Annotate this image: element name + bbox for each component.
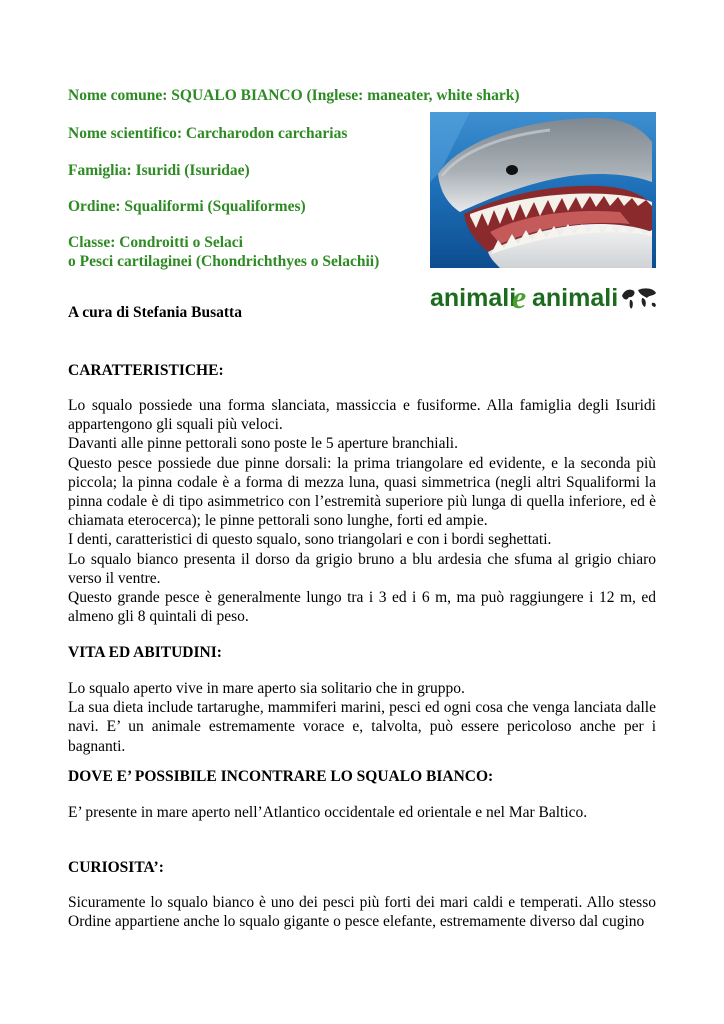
paragraph: Questo pesce possiede due pinne dorsali: la prima triangolare ed evidente, e la seconda più piccola; la pinna codale è a forma di mezza luna, quasi simmetrica (negli altri Squaliformi la pinna codale è di tipo asimmetrico con l’estremità superiore più lunga di quella inferiore, ed è chiamata eterocerca); le pinne pettorali sono lunghe, forti ed ampie. — [68, 454, 656, 530]
logo-text-part1: animali — [430, 284, 517, 312]
section-title-vita: VITA ED ABITUDINI: — [68, 644, 222, 661]
order-line: Ordine: Squaliformi (Squaliformes) — [68, 198, 306, 215]
paragraph: I denti, caratteristici di questo squalo, sono triangolari e con i bordi seghettati. — [68, 531, 552, 549]
shark-illustration — [430, 112, 656, 268]
logo-text-part2: animali — [532, 284, 619, 312]
section-title-dove: DOVE E’ POSSIBILE INCONTRARE LO SQUALO BIANCO: — [68, 768, 494, 785]
section-body-dove — [68, 803, 656, 822]
family-line: Famiglia: Isuridi (Isuridae) — [68, 162, 250, 179]
author-line: A cura di Stefania Busatta — [68, 304, 242, 321]
paragraph: Lo squalo possiede una forma slanciata, massiccia e fusiforme. Alla famiglia degli Isuridi appartengono gli squali più veloci. — [68, 397, 656, 434]
logo-text-e: e — [512, 279, 527, 315]
world-map-icon — [622, 288, 656, 308]
class-line-1: Classe: Condroitti o Selaci — [68, 234, 243, 251]
paragraph: E’ presente in mare aperto nell’Atlantico occidentale ed orientale e nel Mar Baltico. — [68, 804, 588, 821]
paragraph: Questo grande pesce è generalmente lungo tra i 3 ed i 6 m, ma può raggiungere i 12 m, ed almeno gli 8 quintali di peso. — [68, 589, 656, 626]
section-body-vita — [68, 679, 656, 756]
section-title-curiosita: CURIOSITA’: — [68, 859, 164, 876]
section-title-caratteristiche: CARATTERISTICHE: — [68, 362, 224, 379]
class-line-2: o Pesci cartilaginei (Chondrichthyes o Selachii) — [68, 253, 380, 270]
paragraph: Davanti alle pinne pettorali sono poste le 5 aperture branchiali. — [68, 435, 458, 453]
logo-graphic — [428, 278, 660, 316]
paragraph: Lo squalo aperto vive in mare aperto sia solitario che in gruppo. — [68, 680, 465, 697]
paragraph: Sicuramente lo squalo bianco è uno dei pesci più forti dei mari caldi e temperati. Allo stesso Ordine appartiene anche lo squalo gigante o pesce elefante, estremamente diverso dal cugino — [68, 894, 656, 931]
section-body-curiosita — [68, 893, 656, 931]
paragraph: La sua dieta include tartarughe, mammiferi marini, pesci ed ogni cosa che venga lanciata dalle navi. E’ un animale estremamente vorace e, talvolta, può essere pericoloso anche per i bagnanti. — [68, 699, 656, 755]
paragraph: Lo squalo bianco presenta il dorso da grigio bruno a blu ardesia che sfuma al grigio chiaro verso il ventre. — [68, 550, 656, 587]
animali-e-animali-logo — [428, 278, 660, 316]
common-name-line: Nome comune: SQUALO BIANCO (Inglese: maneater, white shark) — [68, 87, 520, 104]
scientific-name-line: Nome scientifico: Carcharodon carcharias — [68, 125, 348, 142]
section-body-caratteristiche — [68, 396, 656, 626]
shark-photo — [430, 112, 656, 268]
